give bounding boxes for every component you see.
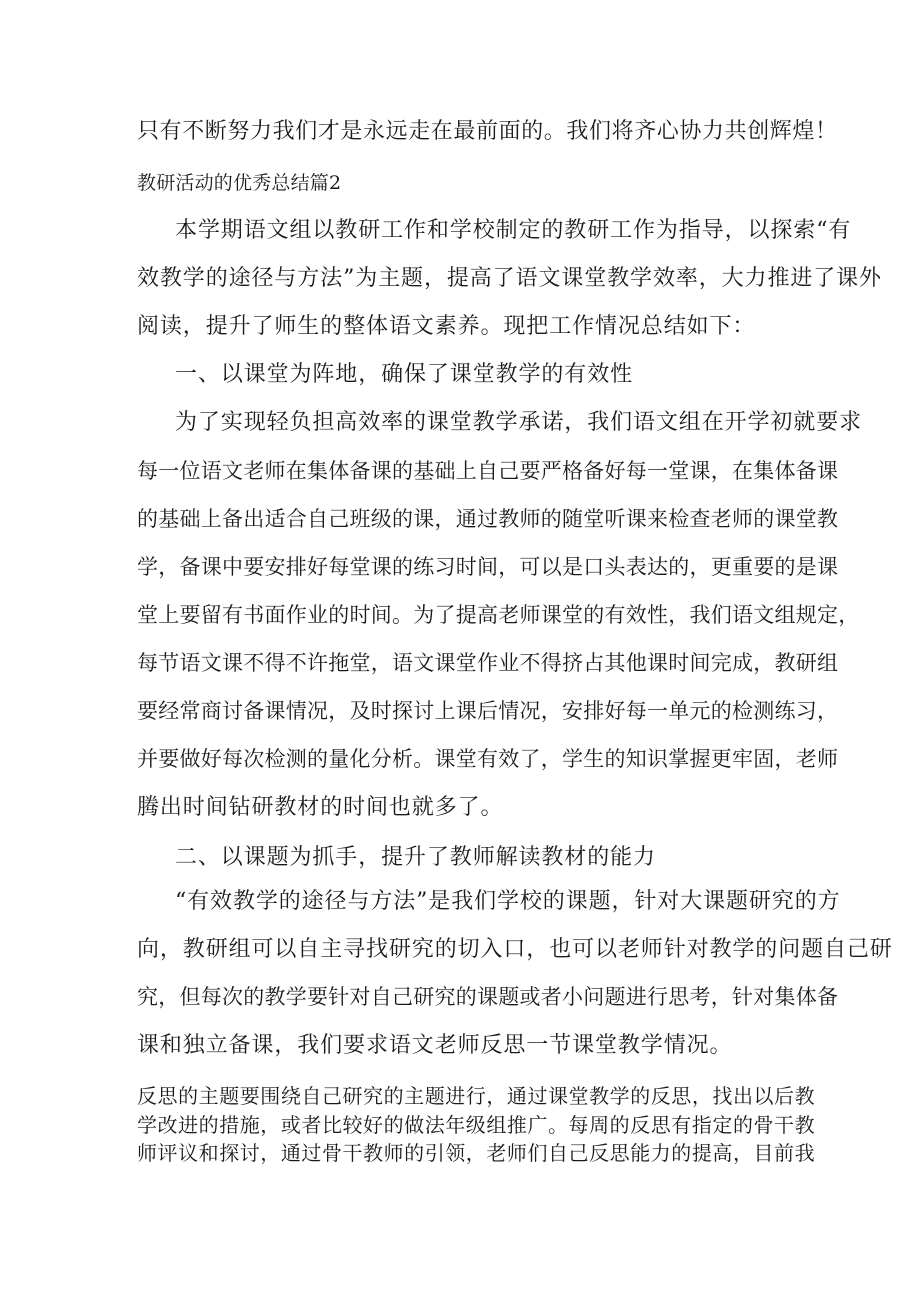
- section2-line: “有效教学的途径与方法”是我们学校的课题，针对大课题研究的方: [175, 889, 841, 914]
- intro-line: 阅读，提升了师生的整体语文素养。现把工作情况总结如下：: [137, 314, 756, 339]
- section1-line: 每节语文课不得不许拖堂，语文课堂作业不得挤占其他课时间完成，教研组: [137, 651, 839, 675]
- section1-line: 腾出时间钻研教材的时间也就多了。: [137, 795, 504, 820]
- intro-line: 本学期语文组以教研工作和学校制定的教研工作为指导，以探索“有: [175, 218, 852, 243]
- closing-line: 师评议和探讨，通过骨干教师的引领，老师们自己反思能力的提高，目前我: [137, 1141, 816, 1165]
- section2-line: 向，教研组可以自主寻找研究的切入口，也可以老师针对教学的问题自己研: [137, 937, 893, 962]
- top-line: 只有不断努力我们才是永远走在最前面的。我们将齐心协力共创辉煌！: [137, 119, 838, 144]
- document-heading: 教研活动的优秀总结篇2: [137, 172, 342, 194]
- section2-line: 究，但每次的教学要针对自己研究的课题或者小问题进行思考，针对集体备: [137, 985, 839, 1009]
- section1-line: 的基础上备出适合自己班级的课，通过教师的随堂听课来检查老师的课堂教: [137, 507, 839, 531]
- section1-line: 为了实现轻负担高效率的课堂教学承诺，我们语文组在开学初就要求: [175, 410, 863, 435]
- section1-title: 一、以课堂为阵地，确保了课堂教学的有效性: [175, 362, 634, 387]
- section1-line: 并要做好每次检测的量化分析。课堂有效了，学生的知识掌握更牢固，老师: [137, 747, 839, 771]
- section1-line: 堂上要留有书面作业的时间。为了提高老师课堂的有效性，我们语文组规定，: [137, 603, 860, 627]
- section1-line: 学，备课中要安排好每堂课的练习时间，可以是口头表达的，更重要的是课: [137, 555, 839, 579]
- section2-title: 二、以课题为抓手，提升了教师解读教材的能力: [175, 845, 656, 870]
- section1-line: 每一位语文老师在集体备课的基础上自己要严格备好每一堂课，在集体备课: [137, 459, 839, 483]
- section2-line: 课和独立备课，我们要求语文老师反思一节课堂教学情况。: [137, 1033, 733, 1058]
- closing-line: 反思的主题要围绕自己研究的主题进行，通过课堂教学的反思，找出以后教: [137, 1084, 816, 1108]
- intro-line: 效教学的途径与方法”为主题，提高了语文课堂教学效率，大力推进了课外: [137, 266, 882, 291]
- section1-line: 要经常商讨备课情况，及时探讨上课后情况，安排好每一单元的检测练习，: [137, 699, 839, 723]
- closing-line: 学改进的措施，或者比较好的做法年级组推广。每周的反思有指定的骨干教: [137, 1113, 816, 1137]
